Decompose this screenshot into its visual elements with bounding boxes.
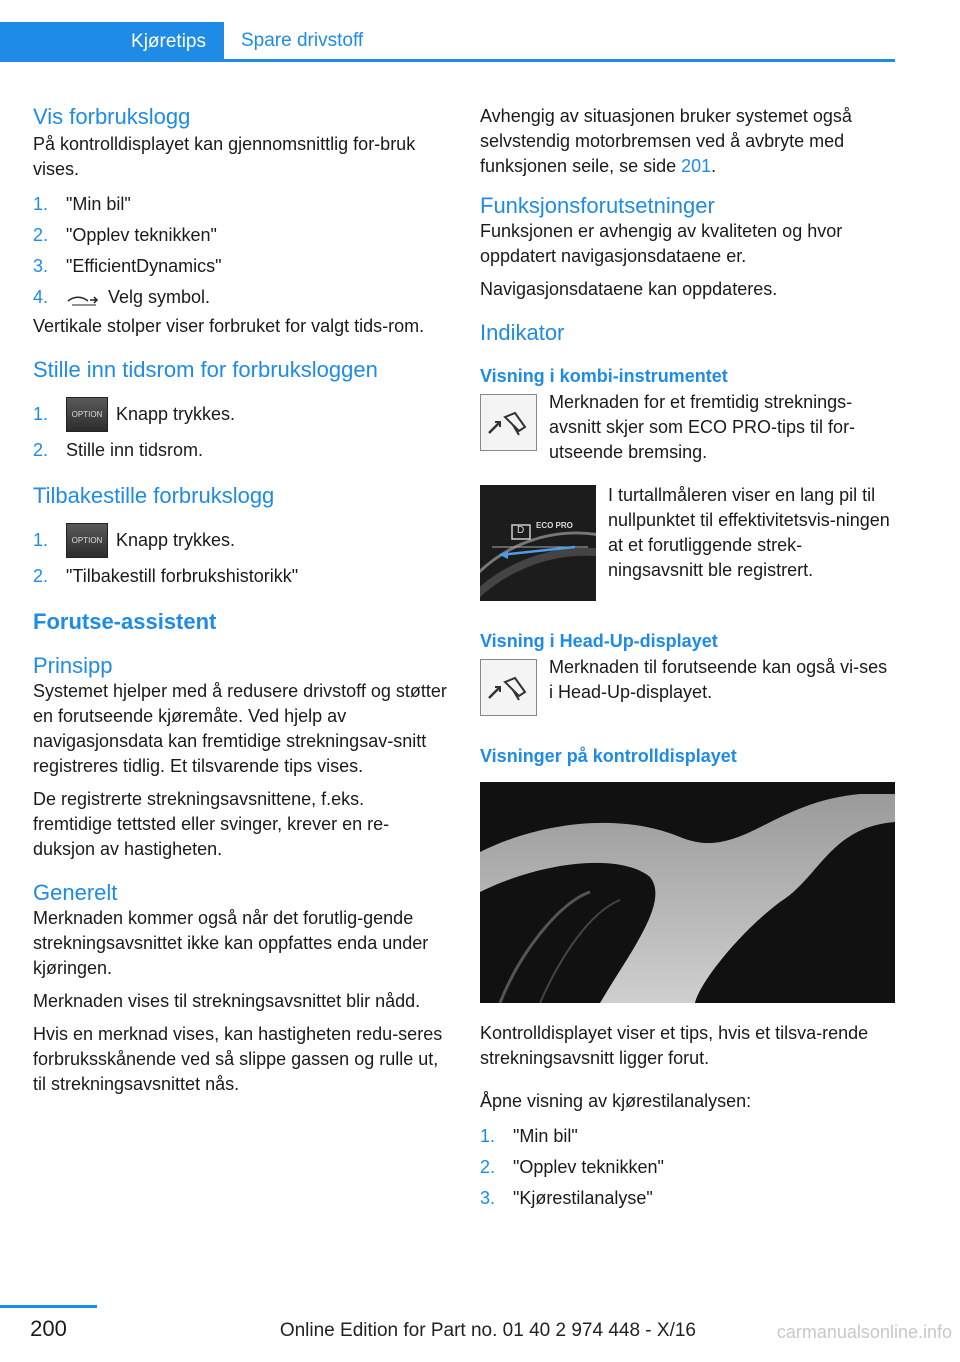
para-funk-1: Funksjonen er avhengig av kvaliteten og hvor oppdatert navigasjonsdataene er.	[480, 221, 843, 266]
footer-rule	[0, 1305, 97, 1308]
option-button-icon: OPTION	[66, 397, 108, 432]
para-vis: På kontrolldisplayet kan gjennomsnittlig for-bruk vises.	[33, 134, 416, 179]
gauge-gear-label: D	[517, 525, 525, 536]
para-vertikale: Vertikale stolper viser forbruket for valgt tids-rom.	[33, 316, 425, 336]
para-kontroll-1: Kontrolldisplayet viser et tips, hvis et tilsva-rende strekningsavsnitt ligger forut.	[480, 1023, 869, 1068]
para-kontroll-2: Åpne visning av kjørestilanalysen:	[480, 1091, 752, 1111]
heading-forutse-assistent: Forutse-assistent	[33, 609, 217, 634]
list-item: 1. OPTION Knapp trykkes.	[33, 397, 448, 432]
tab-kjoretips[interactable]: Kjøretips	[0, 22, 224, 62]
para-avhengig: Avhengig av situasjonen bruker systemet også selvstendig motorbremsen ved å avbryte med funksjonen seile, se side 201.	[480, 106, 852, 176]
heading-kombi: Visning i kombi-instrumentet	[480, 366, 728, 386]
list-item: 2. "Opplev teknikken"	[480, 1157, 664, 1177]
heading-stille-inn: Stille inn tidsrom for forbruksloggen	[33, 357, 378, 382]
gauge-eco-pro-label: ECO PRO	[536, 521, 573, 530]
list-item: 2. "Tilbakestill forbrukshistorikk"	[33, 566, 299, 586]
edition-note: Online Edition for Part no. 01 40 2 974 448 - X/16	[279, 1320, 696, 1341]
list-item: 3. "EfficientDynamics"	[33, 256, 222, 276]
efficiency-symbol-icon	[66, 291, 100, 305]
list-item: 2. "Opplev teknikken"	[33, 225, 217, 245]
list-kontroll-steps	[480, 1124, 895, 1211]
list-item: 2. Stille inn tidsrom.	[33, 440, 204, 460]
heading-tilbakestille: Tilbakestille forbrukslogg	[33, 483, 275, 508]
heading-generelt: Generelt	[33, 880, 118, 905]
heading-vis-forbrukslogg: Vis forbrukslogg	[33, 104, 191, 129]
page-link[interactable]: 201	[681, 156, 712, 176]
list-stille-steps	[33, 397, 448, 463]
para-generelt-3: Hvis en merknad vises, kan hastigheten redu-seres forbruksskånende ved så slippe gassen og rulle ut, til strekningsavsnittet nås.	[33, 1024, 443, 1094]
list-item: 3. "Kjørestilanalyse"	[480, 1188, 653, 1208]
para-generelt-1: Merknaden kommer også når det forutlig-gende strekningsavsnittet ikke kan oppfattes enda under kjøringen.	[33, 908, 429, 978]
figure-turtall	[480, 483, 895, 601]
site-watermark: carmanualsonline.info	[776, 1322, 952, 1342]
para-prinsipp-1: Systemet hjelper med å redusere drivstoff og støtter en forutseende kjøremåte. Ved hjelp av navigasjonsdata kan fremtidige strekningsav-snitt registreres tidlig. Et tilsvarende tips vises.	[33, 681, 447, 776]
forward-warning-icon	[480, 394, 537, 451]
rev-counter-image	[480, 485, 596, 601]
para-prinsipp-2: De registrerte strekningsavsnittene, f.eks. fremtidige tettsted eller svinger, krever en re-duksjon av hastigheten.	[33, 789, 390, 859]
list-vis-steps	[33, 192, 448, 310]
heading-hud: Visning i Head-Up-displayet	[480, 631, 718, 651]
figure-hud	[480, 653, 895, 716]
left-column	[33, 104, 448, 1097]
forward-warning-icon	[480, 659, 537, 716]
list-item: 1. "Min bil"	[480, 1126, 578, 1146]
right-column	[480, 104, 895, 1217]
para-turtall: I turtallmåleren viser en lang pil til nullpunktet til effektivitetsvis-ningen at et forutliggende strek-ningsavsnitt ble registrert.	[608, 485, 890, 580]
para-hud: Merknaden til forutseende kan også vi-ses i Head-Up-displayet.	[549, 657, 888, 702]
list-tilbake-steps	[33, 523, 448, 589]
tab-spare-drivstoff[interactable]: Spare drivstoff	[224, 22, 895, 62]
heading-funksjonsforutsetninger: Funksjonsforutsetninger	[480, 193, 715, 218]
list-item: 1. "Min bil"	[33, 194, 131, 214]
option-button-icon: OPTION	[66, 523, 108, 558]
figure-kombi	[480, 388, 895, 465]
road-display-image	[480, 782, 895, 1003]
para-funk-2: Navigasjonsdataene kan oppdateres.	[480, 279, 778, 299]
heading-prinsipp: Prinsipp	[33, 653, 113, 678]
heading-indikator: Indikator	[480, 320, 565, 345]
list-item: 4. Velg symbol.	[33, 287, 211, 307]
para-kombi: Merknaden for et fremtidig streknings-avsnitt skjer som ECO PRO-tips til for-utseende bremsing.	[549, 392, 856, 462]
page-number: 200	[30, 1316, 67, 1341]
para-generelt-2: Merknaden vises til strekningsavsnittet blir nådd.	[33, 991, 421, 1011]
heading-kontrolldisplay: Visninger på kontrolldisplayet	[480, 746, 737, 766]
list-item: 1. OPTION Knapp trykkes.	[33, 523, 448, 558]
